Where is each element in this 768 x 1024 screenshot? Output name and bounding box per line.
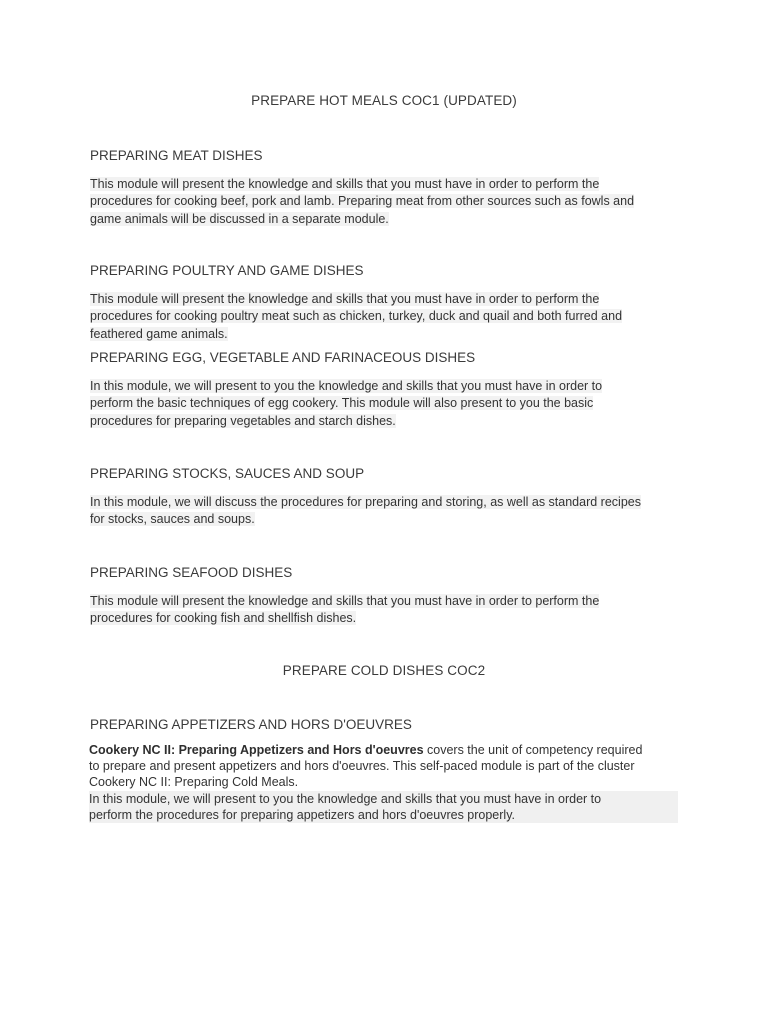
paragraph-line: procedures for cooking fish and shellfish dishes.: [90, 611, 357, 626]
paragraph-line: This module will present the knowledge and skills that you must have in order to perform the: [90, 177, 600, 191]
section-appetizers: [90, 717, 690, 733]
paragraph-line: Cookery NC II: Preparing Cold Meals.: [89, 775, 299, 790]
coc2-title: PREPARE COLD DISHES COC2: [282, 663, 486, 678]
section-heading: PREPARING EGG, VEGETABLE AND FARINACEOUS DISHES: [90, 350, 476, 365]
paragraph-line: procedures for cooking poultry meat such as chicken, turkey, duck and quail and both furred and: [90, 309, 623, 324]
paragraph-line: for stocks, sauces and soups.: [90, 512, 255, 527]
section-seafood: [90, 565, 690, 628]
section-heading: PREPARING MEAT DISHES: [90, 148, 263, 163]
section-paragraph: [90, 291, 690, 343]
section-heading: PREPARING STOCKS, SAUCES AND SOUP: [90, 466, 365, 481]
paragraph-line: procedures for cooking beef, pork and lamb. Preparing meat from other sources such as fowls and: [90, 194, 635, 209]
module-title-bold: Cookery NC II: Preparing Appetizers and Hors d'oeuvres: [89, 743, 424, 757]
section-paragraph: [90, 494, 690, 529]
section-heading: PREPARING POULTRY AND GAME DISHES: [90, 263, 364, 278]
paragraph-line: perform the procedures for preparing appetizers and hors d'oeuvres properly.: [89, 807, 678, 823]
appetizers-paragraph: [89, 742, 678, 823]
paragraph-line: This module will present the knowledge and skills that you must have in order to perform the: [90, 292, 600, 306]
paragraph-line: to prepare and present appetizers and hors d'oeuvres. This self-paced module is part of the cluster: [89, 759, 635, 774]
coc1-title: PREPARE HOT MEALS COC1 (UPDATED): [251, 93, 517, 108]
section-heading: PREPARING SEAFOOD DISHES: [90, 565, 293, 580]
section-paragraph: [90, 378, 690, 430]
paragraph-line: game animals will be discussed in a separate module.: [90, 211, 389, 226]
paragraph-line: In this module, we will present to you the knowledge and skills that you must have in order to: [90, 379, 603, 393]
section-egg-vegetable: [90, 350, 690, 430]
section-meat-dishes: [90, 148, 690, 228]
section-poultry-game: [90, 263, 690, 343]
section-paragraph: [90, 176, 690, 228]
paragraph-text: covers the unit of competency required: [423, 743, 643, 757]
paragraph-line: This module will present the knowledge and skills that you must have in order to perform the: [90, 594, 600, 608]
section-stocks-sauces: [90, 466, 690, 529]
paragraph-line: In this module, we will discuss the procedures for preparing and storing, as well as standard recipes: [90, 495, 641, 509]
paragraph-line: procedures for preparing vegetables and starch dishes.: [90, 413, 396, 428]
paragraph-line: feathered game animals.: [90, 326, 228, 341]
paragraph-line: perform the basic techniques of egg cookery. This module will also present to you the basic: [90, 396, 594, 411]
paragraph-line: In this module, we will present to you the knowledge and skills that you must have in order to: [89, 791, 678, 807]
section-heading: PREPARING APPETIZERS AND HORS D'OEUVRES: [90, 717, 412, 732]
section-paragraph: [90, 593, 690, 628]
